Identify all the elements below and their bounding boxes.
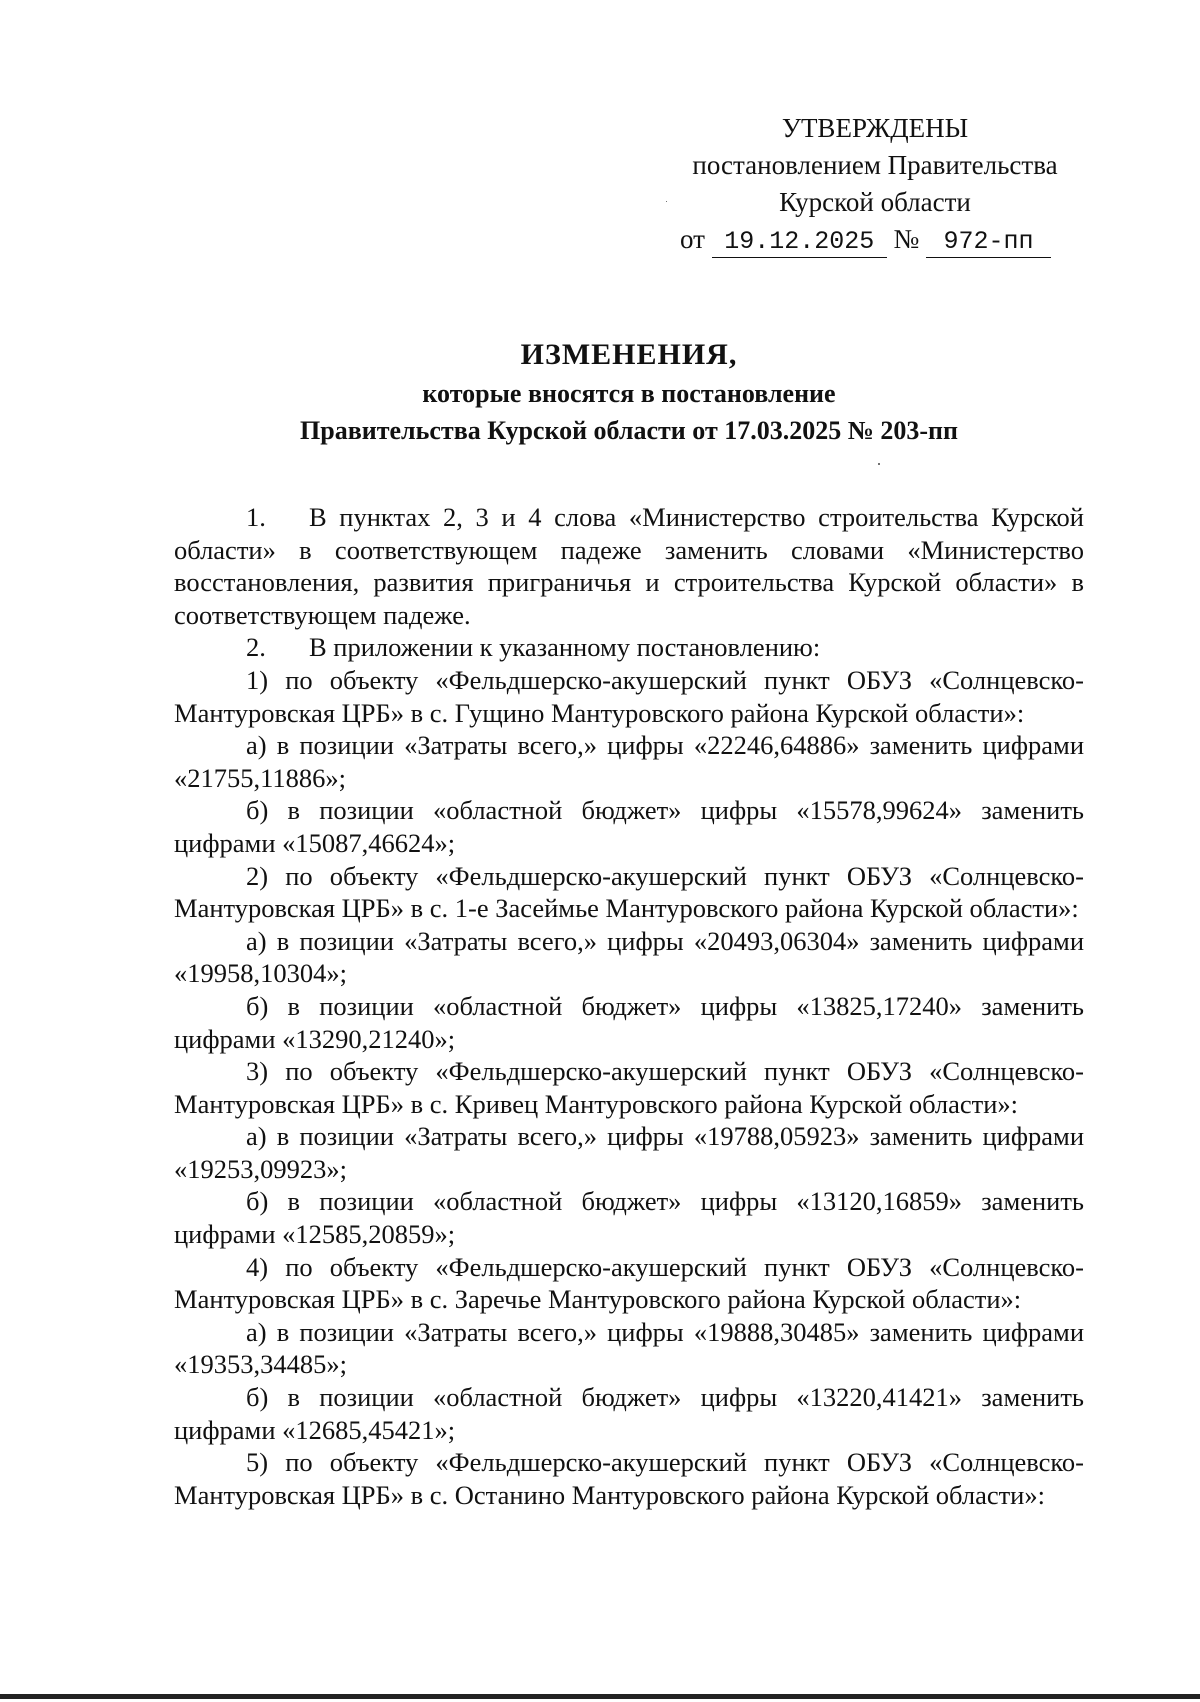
- paragraph-item: б) в позиции «областной бюджет» цифры «15578,99624» заменить цифрами «15087,46624»;: [174, 795, 1084, 858]
- paragraph-item: а) в позиции «Затраты всего,» цифры «19888,30485» заменить цифрами «19353,34485»;: [174, 1316, 1084, 1380]
- paragraph-item: б) в позиции «областной бюджет» цифры «13825,17240» заменить цифрами «13290,21240»;: [174, 990, 1084, 1054]
- approval-number: 972-пп: [926, 227, 1051, 258]
- document-body: [174, 501, 1084, 1511]
- paragraph-item: 5) по объекту «Фельдшерско-акушерский пункт ОБУЗ «Солнцевско-Мантуровская ЦРБ» в с. Останино Мантуровского района Курской области»:: [174, 1447, 1084, 1510]
- date-prefix: от: [680, 224, 705, 254]
- scan-speck: [878, 463, 880, 465]
- paragraph-item: 4) по объекту «Фельдшерско-акушерский пункт ОБУЗ «Солнцевско-Мантуровская ЦРБ» в с. Заречье Мантуровского района Курской области»:: [174, 1251, 1084, 1315]
- paragraph-number: 2.: [246, 632, 266, 663]
- paragraph-item: [174, 631, 1084, 664]
- paragraph-item: 2) по объекту «Фельдшерско-акушерский пункт ОБУЗ «Солнцевско-Мантуровская ЦРБ» в с. 1-е Засеймье Мантуровского района Курской области»:: [174, 860, 1084, 924]
- paragraph-item: 1) по объекту «Фельдшерско-акушерский пункт ОБУЗ «Солнцевско-Мантуровская ЦРБ» в с. Гущино Мантуровского района Курской области»:: [174, 664, 1084, 728]
- paragraph-item: [174, 501, 1084, 631]
- approval-stamp: [670, 110, 1080, 258]
- scan-bottom-edge: [0, 1694, 1200, 1699]
- paragraph-item: а) в позиции «Затраты всего,» цифры «19788,05923» заменить цифрами «19253,09923»;: [174, 1121, 1084, 1184]
- title-subtitle-1: которые вносятся в постановление: [422, 379, 836, 408]
- title-main: ИЗМЕНЕНИЯ,: [520, 338, 738, 371]
- paragraph-text: В пунктах 2, 3 и 4 слова «Министерство строительства Курской области» в соответствующем падеже заменить словами «Министерство восстановления, развития приграничья и строительства Курской области» в соответствующем падеже.: [174, 502, 1084, 630]
- scan-speck: [666, 201, 667, 202]
- title-subtitle-2: Правительства Курской области от 17.03.2025 № 203-пп: [300, 416, 958, 445]
- document-title: [174, 335, 1084, 449]
- paragraph-text: В приложении к указанному постановлению:: [309, 632, 821, 663]
- paragraph-number: 1.: [246, 502, 266, 532]
- paragraph-item: б) в позиции «областной бюджет» цифры «13220,41421» заменить цифрами «12685,45421»;: [174, 1382, 1084, 1445]
- approval-heading: УТВЕРЖДЕНЫ: [781, 113, 969, 143]
- paragraph-item: а) в позиции «Затраты всего,» цифры «20493,06304» заменить цифрами «19958,10304»;: [174, 925, 1084, 989]
- approval-line-2: Курской области: [779, 187, 971, 217]
- number-prefix: №: [893, 224, 920, 254]
- paragraph-item: а) в позиции «Затраты всего,» цифры «22246,64886» заменить цифрами «21755,11886»;: [174, 730, 1084, 793]
- approval-line-1: постановлением Правительства: [692, 150, 1058, 180]
- paragraph-item: б) в позиции «областной бюджет» цифры «13120,16859» заменить цифрами «12585,20859»;: [174, 1186, 1084, 1250]
- paragraph-item: 3) по объекту «Фельдшерско-акушерский пункт ОБУЗ «Солнцевско-Мантуровская ЦРБ» в с. Кривец Мантуровского района Курской области»:: [174, 1056, 1084, 1119]
- approval-date: 19.12.2025: [712, 227, 887, 258]
- approval-date-line: [670, 221, 1080, 258]
